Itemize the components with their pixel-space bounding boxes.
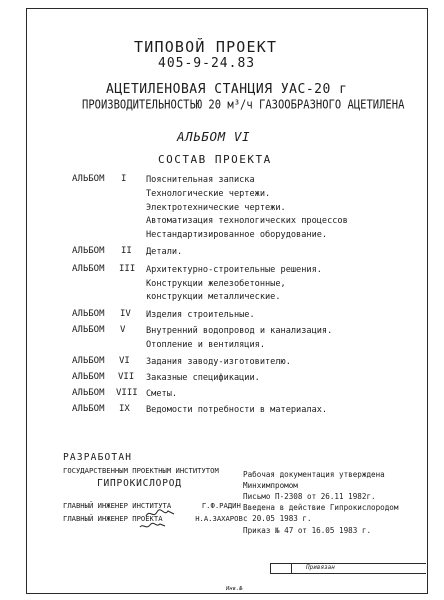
album-item: Автоматизация технологических процессов: [146, 216, 348, 226]
station-name: АЦЕТИЛЕНОВАЯ СТАНЦИЯ УАС-20 г: [106, 82, 348, 97]
inventory-note: Инв.№: [226, 586, 243, 592]
developed-heading: РАЗРАБОТАН: [63, 452, 133, 463]
approval-line: Письмо П-2308 от 26.11 1982г.: [243, 492, 376, 501]
album-item: Ведомости потребности в материалах.: [146, 405, 328, 415]
album-label: АЛЬБОМ: [72, 356, 105, 366]
album-item: Внутренний водопровод и канализация.: [146, 326, 333, 336]
album-item: конструкции металлические.: [146, 292, 281, 302]
doc-title: ТИПОВОЙ ПРОЕКТ: [134, 38, 278, 56]
signature-mark: [138, 521, 168, 531]
album-num: II: [121, 246, 132, 256]
institute-name: ГИПРОКИСЛОРОД: [97, 478, 182, 489]
stamp-box: [270, 563, 426, 574]
stamp-label: Привязан: [306, 564, 335, 571]
album-label: АЛЬБОМ: [72, 388, 105, 398]
chief-engineer-institute-name: Г.Ф.РАДИН: [201, 501, 241, 510]
album-label: АЛЬБОМ: [72, 372, 105, 382]
album-item: Архитектурно-строительные решения.: [146, 265, 322, 275]
album-label: АЛЬБОМ: [72, 404, 105, 414]
album-num: VII: [118, 372, 135, 382]
album-label: АЛЬБОМ: [72, 264, 105, 274]
approval-line: Введена в действие Гипрокислородом: [243, 503, 399, 512]
project-code: 405-9-24.83: [158, 56, 256, 71]
contents-heading: СОСТАВ ПРОЕКТА: [158, 153, 272, 166]
album-num: VIII: [116, 388, 138, 398]
album-item: Электротехнические чертежи.: [146, 203, 286, 213]
album-num: VI: [119, 356, 130, 366]
approval-line: Рабочая документация утверждена: [243, 470, 385, 479]
chief-engineer-project-title: ГЛАВНЫЙ ИНЖЕНЕР ПРОЕКТА: [63, 514, 163, 523]
album-num: I: [121, 174, 127, 184]
approval-line: Приказ № 47 от 16.05 1983 г.: [243, 526, 372, 535]
signature-mark: [144, 508, 178, 520]
capacity-line: ПРОИЗВОДИТЕЛЬНОСТЬЮ 20 м³/ч ГАЗООБРАЗНОГО АЦЕТИЛЕНА: [82, 98, 405, 112]
album-num: IX: [119, 404, 130, 414]
album-item: Задания заводу-изготовителю.: [146, 357, 291, 367]
album-number: АЛЬБОМ VI: [177, 129, 251, 144]
approval-line: Минхимпромом: [243, 481, 298, 490]
album-label: АЛЬБОМ: [72, 246, 105, 256]
album-item: Пояснительная записка: [146, 175, 255, 185]
album-item: Детали.: [146, 247, 183, 257]
chief-engineer-institute-title: ГЛАВНЫЙ ИНЖЕНЕР ИНСТИТУТА: [63, 501, 172, 510]
chief-engineer-project-name: Н.А.ЗАХАРОВ: [195, 514, 243, 523]
album-num: IV: [120, 309, 131, 319]
album-num: V: [120, 325, 126, 335]
album-item: Заказные спецификации.: [146, 373, 260, 383]
album-item: Сметы.: [146, 389, 178, 399]
album-num: III: [119, 264, 136, 274]
album-item: Нестандартизированное оборудование.: [146, 230, 328, 240]
album-label: АЛЬБОМ: [72, 325, 105, 335]
approval-line: с 20.05 1983 г.: [243, 514, 312, 523]
album-label: АЛЬБОМ: [72, 309, 105, 319]
album-item: Технологические чертежи.: [146, 189, 271, 199]
album-label: АЛЬБОМ: [72, 174, 105, 184]
stamp-divider: [291, 563, 292, 574]
album-item: Изделия строительные.: [146, 310, 255, 320]
album-item: Конструкции железобетонные,: [146, 279, 286, 289]
institute-line: ГОСУДАРСТВЕННЫМ ПРОЕКТНЫМ ИНСТИТУТОМ: [63, 466, 219, 475]
album-item: Отопление и вентиляция.: [146, 340, 265, 350]
